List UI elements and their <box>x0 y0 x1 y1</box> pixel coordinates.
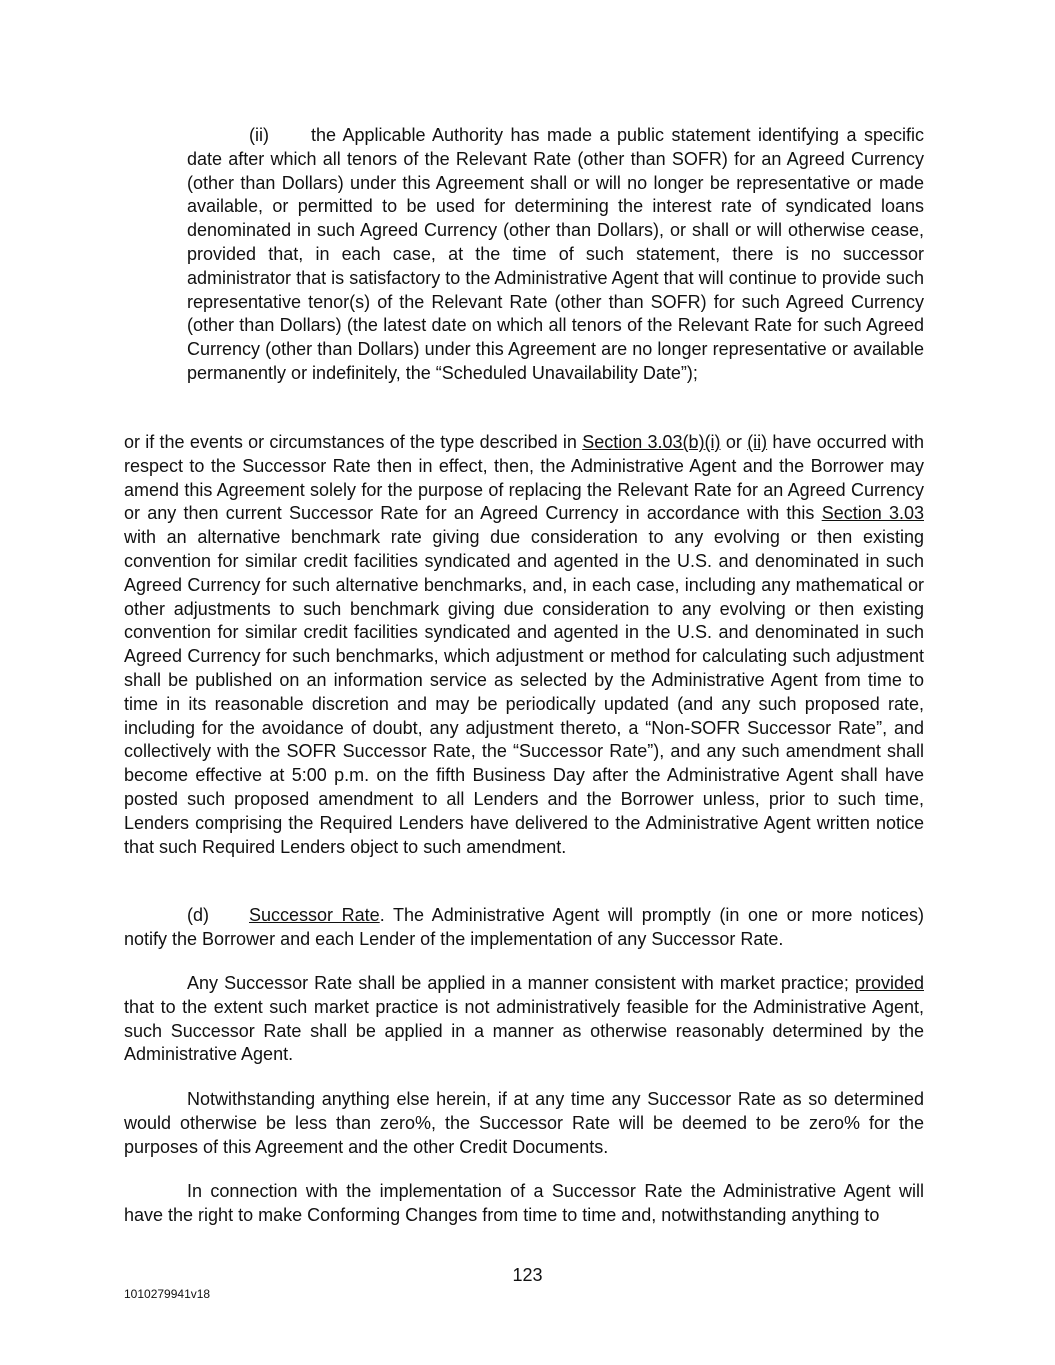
section-reference-link: Section 3.03(b)(i) <box>582 432 721 452</box>
section-reference-link-2: Section 3.03 <box>821 503 924 524</box>
item-d-heading: Successor Rate <box>249 905 380 925</box>
clause-reference-link: (ii) <box>747 432 768 452</box>
item-ii-text: the Applicable Authority has made a public statement identifying a specific date after which all tenors of the Relevant Rate (other than SOFR) for an Agreed Currency (other than Dollars) under this Agreement shall or will no longer be representative or made available, or permitted to be used for determining the interest rate of syndicated loans denominated in such Agreed Currency (other than Dollars), or shall or will otherwise cease, provided that, in each case, at the time of such statement, there is no successor administrator that is satisfactory to the Administrative Agent that will continue to provide such representative tenor(s) of the Relevant Rate (other than SOFR) for such Agreed Currency (other than Dollars) (the latest date on which all tenors of the Relevant Rate for such Agreed Currency (other than Dollars) under this Agreement are no longer representative or available permanently or indefinitely, the “Scheduled Unavailability Date”); <box>187 125 924 383</box>
or-if-text-2: or <box>720 432 748 452</box>
item-ii-label: (ii) <box>249 125 269 145</box>
item-d-label: (d) <box>187 905 209 925</box>
document-id: 1010279941v18 <box>124 1287 211 1301</box>
paragraph-applied <box>124 972 924 1067</box>
page-number: 123 <box>512 1265 543 1285</box>
paragraph-connection <box>124 1180 924 1228</box>
connection-text: In connection with the implementation of a Successor Rate the Administrative Agent will have the right to make Conforming Changes from time to time and, notwithstanding anything to <box>124 1181 924 1225</box>
applied-text-1: Any Successor Rate shall be applied in a manner consistent with market practice; <box>187 973 855 993</box>
provided-term: provided <box>854 973 924 993</box>
paragraph-item-ii <box>187 124 924 386</box>
applied-text-2: that to the extent such market practice is not administratively feasible for the Administrative Agent, such Successor Rate shall be applied in a manner as otherwise reasonably determined by the Administrative Agent. <box>124 996 924 1065</box>
or-if-text-1: or if the events or circumstances of the type described in <box>124 432 583 452</box>
paragraph-or-if <box>124 431 924 859</box>
notwithstanding-text: Notwithstanding anything else herein, if at any time any Successor Rate as so determined would otherwise be less than zero%, the Successor Rate will be deemed to be zero% for the purposes of this Agreement and the other Credit Documents. <box>124 1089 924 1157</box>
or-if-text-4: with an alternative benchmark rate giving due consideration to any evolving or then existing convention for similar credit facilities syndicated and agented in the U.S. and denominated in such Agreed Currency for such alternative benchmarks, and, in each case, including any mathematical or other adjustments to such benchmark giving due consideration to any evolving or then existing convention for similar credit facilities syndicated and agented in the U.S. and denominated in such Agreed Currency for such benchmarks, which adjustment or method for calculating such adjustment shall be published on an information service as selected by the Administrative Agent from time to time in its reasonable discretion and may be periodically updated (and any such proposed rate, including for the avoidance of doubt, any adjustment thereto, a “Non-SOFR Successor Rate”, and collectively with the SOFR Successor Rate, the “Successor Rate”), and any such amendment shall become effective at 5:00 p.m. on the fifth Business Day after the Administrative Agent shall have posted such proposed amendment to all Lenders and the Borrower unless, prior to such time, Lenders comprising the Required Lenders have delivered to the Administrative Agent written notice that such Required Lenders object to such amendment. <box>124 527 924 857</box>
paragraph-notwithstanding <box>124 1088 924 1159</box>
or-if-text-3: have occurred with respect to the Successor Rate then in effect, then, the Administrative Agent and the Borrower may amend this Agreement solely for the purpose of replacing the Relevant Rate for an Agreed Currency or any then current Successor Rate for an Agreed Currency in accordance with this <box>124 432 925 524</box>
item-d-text: . The Administrative Agent will promptly (in one or more notices) notify the Borrower and each Lender of the implementation of any Successor Rate. <box>124 905 924 949</box>
paragraph-item-d <box>124 904 924 952</box>
